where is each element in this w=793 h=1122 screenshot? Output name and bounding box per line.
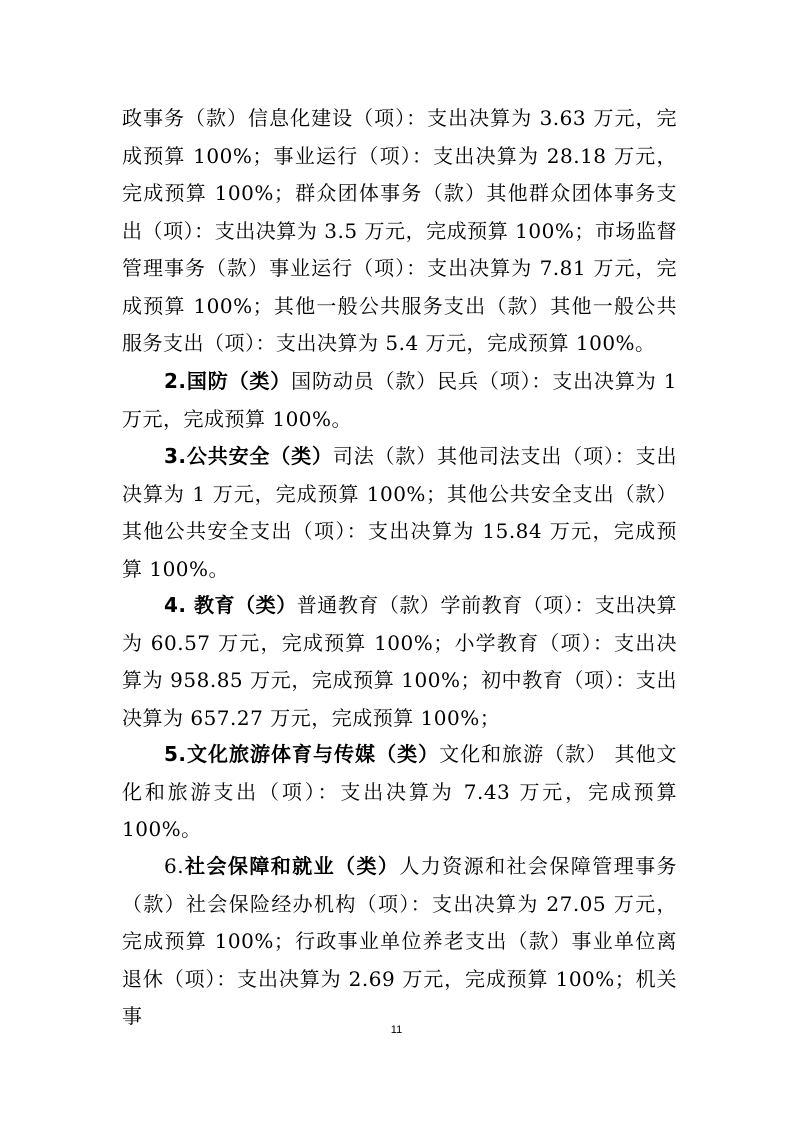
paragraph-text: 司法（款）其他司法支出（项）：支出决算为 1 万元，完成预算 100%；其他公共安全支出（款）其他公共安全支出（项）：支出决算为 15.84 万元，完成预算 100%。 (122, 444, 677, 581)
page-number: 11 (390, 1024, 403, 1036)
section-heading: 5.文化旅游体育与传媒（类） (164, 742, 440, 766)
section-heading: 4. 教育（类） (164, 593, 297, 617)
section-heading: 社会保障和就业（类） (184, 854, 400, 878)
paragraph-education (122, 587, 677, 737)
paragraph-culture-tourism-sports-media (122, 736, 677, 849)
section-number: 6. (164, 854, 185, 878)
paragraph-public-security (122, 438, 677, 588)
paragraph-text: 国防动员（款）民兵（项）：支出决算为 1 万元，完成预算 100%。 (122, 369, 677, 431)
paragraph-text: 人力资源和社会保障管理事务（款）社会保险经办机构（项）：支出决算为 27.05 万元，完成预算 100%；行政事业单位养老支出（款）事业单位离退休（项）：支出决算为 2.69 万元，完成预算 100%；机关事 (122, 854, 678, 1028)
section-heading: 3.公共安全（类） (164, 444, 333, 468)
paragraph-social-security-employment (122, 848, 677, 1036)
paragraph-text: 文化和旅游（款） 其他文化和旅游支出（项）：支出决算为 7.43 万元，完成预算 100%。 (122, 742, 678, 841)
paragraph-national-defense (122, 363, 677, 438)
paragraph-text: 政事务（款）信息化建设（项）：支出决算为 3.63 万元，完成预算 100%；事业运行（项）：支出决算为 28.18 万元，完成预算 100%；群众团体事务（款）其他群众团体事务支出（项）：支出决算为 3.5 万元，完成预算 100%；市场监督管理事务（款）事业运行（项）：支出决算为 7.81 万元，完成预算 100%；其他一般公共服务支出（款）其他一般公共服务支出（项）：支出决算为 5.4 万元，完成预算 100%。 (122, 106, 677, 355)
paragraph-general-public-services-continued (122, 100, 677, 363)
paragraph-text: 普通教育（款）学前教育（项）：支出决算为 60.57 万元，完成预算 100%；小学教育（项）：支出决算为 958.85 万元，完成预算 100%；初中教育（项）：支出决算为 657.27 万元，完成预算 100%； (122, 593, 677, 730)
section-heading: 2.国防（类） (164, 369, 292, 393)
